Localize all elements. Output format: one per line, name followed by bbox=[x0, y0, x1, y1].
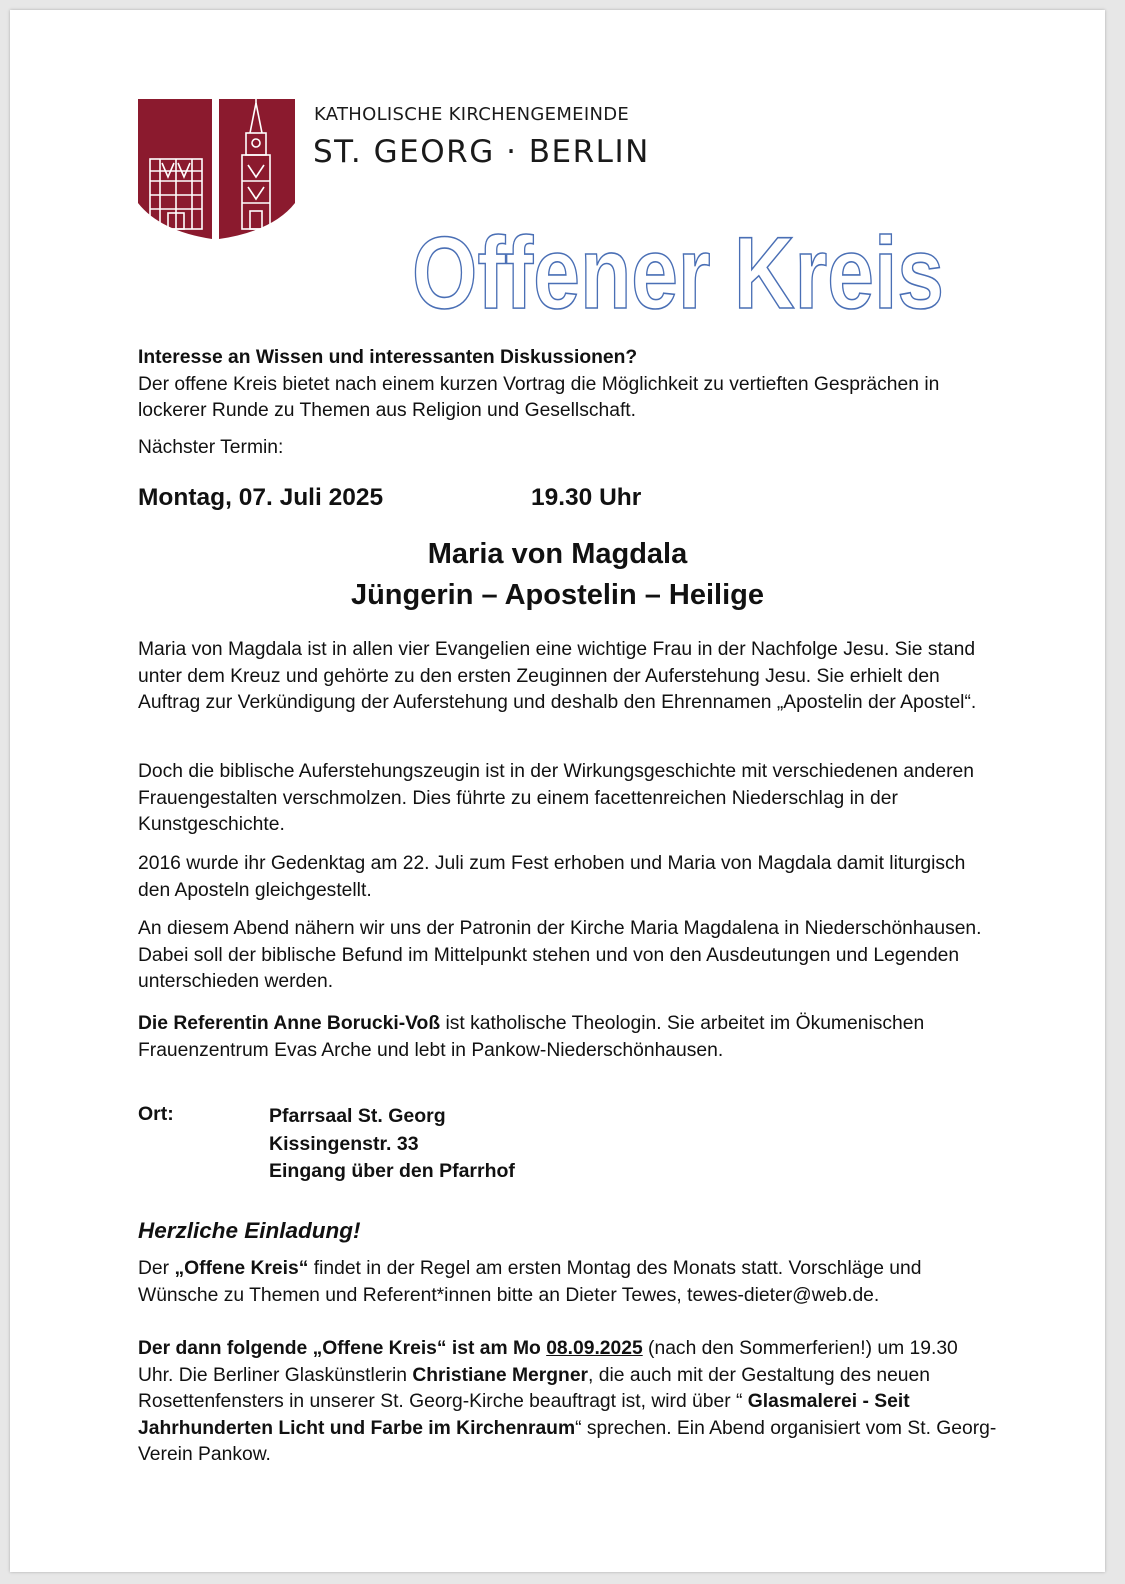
location-address bbox=[269, 1103, 515, 1186]
body-paragraph-4: An diesem Abend nähern wir uns der Patronin der Kirche Maria Magdalena in Niederschönhausen. Dabei soll der biblische Befund im Mittelpunkt stehen und von den Ausdeutungen und Legenden unterschieden werden. bbox=[138, 918, 982, 992]
parish-name-line2: ST. GEORG · BERLIN bbox=[313, 134, 650, 170]
intro-text: Der offene Kreis bietet nach einem kurzen Vortrag die Möglichkeit zu vertieften Gesprächen in lockerer Runde zu Themen aus Religion und Gesellschaft. bbox=[138, 373, 940, 421]
next-event-date: 08.09.2025 bbox=[546, 1338, 643, 1359]
next-date-label: Nächster Termin: bbox=[138, 437, 284, 458]
flyer-title bbox=[408, 215, 968, 330]
location-line1: Pfarrsaal St. Georg bbox=[269, 1105, 446, 1127]
flyer-title-text: Offener Kreis bbox=[412, 216, 944, 330]
location-line2: Kissingenstr. 33 bbox=[269, 1132, 419, 1155]
next-event-paragraph bbox=[138, 1336, 998, 1469]
speaker-paragraph bbox=[138, 1011, 998, 1064]
speaker-bio: ist katholische Theologin. Sie arbeitet im Ökumenischen Frauenzentrum Evas Arche und lebt in Pankow-Niederschönhausen. bbox=[138, 1013, 925, 1061]
next-event-topic: Glasmalerei - Seit Jahrhunderten Licht und Farbe im Kirchenraum bbox=[138, 1391, 910, 1439]
parish-name-line1: KATHOLISCHE KIRCHENGEMEINDE bbox=[314, 104, 630, 125]
next-event-text-3: “ sprechen. Ein Abend organisiert vom St. Georg-Verein Pankow. bbox=[138, 1417, 997, 1465]
info-text-1: Der bbox=[138, 1258, 175, 1279]
location-label: Ort: bbox=[138, 1103, 174, 1125]
invitation-heading: Herzliche Einladung! bbox=[138, 1218, 361, 1243]
intro-question: Interesse an Wissen und interessanten Diskussionen? bbox=[138, 347, 638, 368]
location-line3: Eingang über den Pfarrhof bbox=[269, 1160, 515, 1182]
speaker-name: Die Referentin Anne Borucki-Voß bbox=[138, 1013, 441, 1034]
body-paragraph-3: 2016 wurde ihr Gedenktag am 22. Juli zum Fest erhoben und Maria von Magdala damit liturgisch den Aposteln gleichgestellt. bbox=[138, 853, 966, 901]
logo-right-shield bbox=[219, 99, 295, 239]
next-event-artist: Christiane Mergner bbox=[412, 1364, 589, 1386]
next-event-text-2: , die auch mit der Gestaltung des neuen Rosettenfensters in unserer St. Georg-Kirche beauftragt ist, wird über “ bbox=[138, 1364, 930, 1412]
flyer-page bbox=[10, 10, 1105, 1572]
talk-title-line1: Maria von Magdala bbox=[427, 538, 688, 570]
info-paragraph bbox=[138, 1256, 998, 1309]
parish-logo bbox=[138, 99, 298, 239]
info-text-2: findet in der Regel am ersten Montag des Monats statt. Vorschläge und Wünsche zu Themen und Referent*innen bitte an Dieter Tewes, tewes-dieter@web.de. bbox=[138, 1258, 922, 1306]
event-time: 19.30 Uhr bbox=[531, 484, 642, 511]
info-bold: „Offene Kreis“ bbox=[174, 1258, 309, 1279]
next-event-lead: Der dann folgende „Offene Kreis“ ist am Mo bbox=[138, 1338, 547, 1359]
talk-title-line2: Jüngerin – Apostelin – Heilige bbox=[350, 579, 765, 611]
logo-left-shield bbox=[138, 99, 212, 239]
body-paragraph-2: Doch die biblische Auferstehungszeugin ist in der Wirkungsgeschichte mit verschiedenen anderen Frauengestalten verschmolzen. Dies führte zu einem facettenreichen Niederschlag in der Kunstgeschichte. bbox=[138, 761, 974, 835]
body-paragraph-1: Maria von Magdala ist in allen vier Evangelien eine wichtige Frau in der Nachfolge Jesu. Sie stand unter dem Kreuz und gehörte zu den ersten Zeuginnen der Auferstehung Jesu. Sie erhielt den Auftrag zur Verkündigung der Auferstehung und deshalb den Ehrennamen „Apostelin der Apostel“. bbox=[138, 639, 977, 713]
intro-block bbox=[138, 345, 998, 425]
next-event-text-1: (nach den Sommerferien!) um 19.30 Uhr. Die Berliner Glaskünstlerin bbox=[138, 1338, 958, 1386]
event-date: Montag, 07. Juli 2025 bbox=[138, 484, 384, 511]
